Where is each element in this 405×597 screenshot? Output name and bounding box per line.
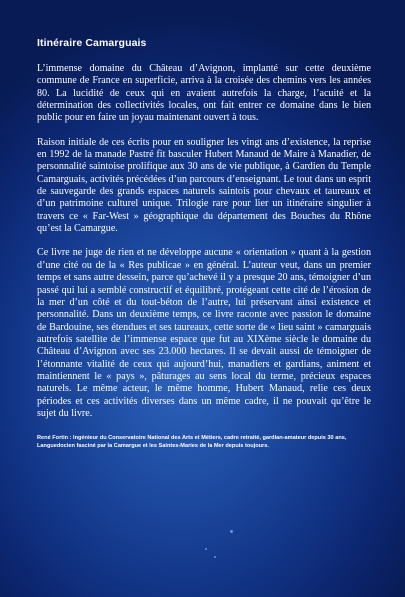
- light-speck: [205, 548, 207, 550]
- author-note: René Fortin : Ingénieur du Conservatoire National des Arts et Métiers, cadre retraité, gardian-amateur depuis 30 ans, Languedocien fasciné par la Camargue et les Saintes-Maries de la Mer depuis toujours.: [37, 435, 347, 450]
- page-title: Itinéraire Camarguais: [37, 37, 147, 49]
- paragraph-purpose: Ce livre ne juge de rien et ne développe aucune « orientation » quant à la gestion d’une cité ou de la « Res publicae » en général. L’auteur veut, dans un premier temps et sans autre dessein, parce qu’achevé il y a presque 20 ans, témoigner d’un passé qui lui a semblé constructif et équilibré, protégeant cette cité de l’érosion de la mer d’un côté et du tout-béton de l’autre, lui préservant ainsi existence et personnalité. Dans un deuxième temps, ce livre raconte avec passion le domaine de Bardouine, ses étendues et ses taureaux, cette sorte de « lieu saint » camarguais autrefois satellite de l’immense espace que fut au XIXème siècle le domaine du Château d’Avignon avec ses 23.000 hectares. Il se devait aussi de témoigner de l’étonnante vitalité de ceux qui aujourd’hui, manadiers et gardians, animent et maintiennent le « pays », pâturages au sens local du terme, précieux espaces naturels. Le même acteur, le même homme, Hubert Manaud, relie ces deux périodes et ces activités diverses dans un même cadre, il ne pouvait qu’être le sujet du livre.: [37, 247, 371, 419]
- light-speck: [214, 556, 216, 558]
- paragraph-intro: L’immense domaine du Château d’Avignon, implanté sur cette deuxième commune de France en superficie, arriva à la croisée des chemins vers les années 80. La lucidité de ceux qui en avaient autrefois la charge, l’acuité et la détermination des collectivités locales, ont fait entrer ce domaine dans le bien public pour en faire un joyau maintenant ouvert à tous.: [37, 63, 371, 124]
- paragraph-origin: Raison initiale de ces écrits pour en souligner les vingt ans d’existence, la reprise en 1992 de la manade Pastré fit basculer Hubert Manaud de Maire à Manadier, de personnalité saintoise prolifique aux 30 ans de vie publique, à Gardien du Temple Camarguais, activités précédées d’un parcours d’enseignant. Le tout dans un esprit de sauvegarde des grands espaces naturels saintois pour chevaux et taureaux et d’un patrimoine culturel unique. Trilogie rare pour lier un itinéraire singulier à travers ce « Far-West » géographique du département des Bouches du Rhône qu’est la Camargue.: [37, 136, 371, 235]
- light-speck: [230, 530, 233, 533]
- cover-text: [37, 37, 371, 450]
